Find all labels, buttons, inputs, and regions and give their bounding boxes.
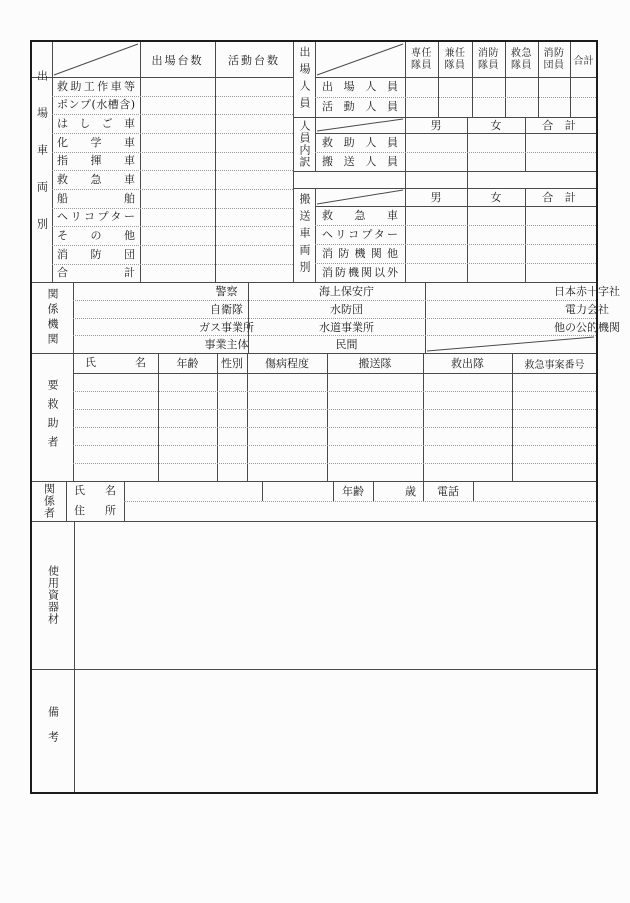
agency-red-cross: 日本赤十字社 xyxy=(554,285,620,298)
section-label-related-agencies: 関係機関 xyxy=(46,287,59,348)
section-label-contact-person: 関係者 xyxy=(42,483,56,519)
column-header-active-count: 活動台数 xyxy=(228,53,280,67)
section-label-personnel-breakdown: 人員内訳 xyxy=(298,120,311,168)
agency-water-company: 水道事業所 xyxy=(319,320,374,334)
column-header-total: 合 計 xyxy=(542,191,580,204)
column-header-sex: 性別 xyxy=(221,357,243,370)
column-header-age: 年齢 xyxy=(176,357,199,370)
column-header-dispatched-count: 出場台数 xyxy=(151,53,204,67)
row-label-transported-persons: 搬 送 人 員 xyxy=(322,155,398,168)
field-breakdown-counts[interactable] xyxy=(405,133,596,171)
row-label-non-fire-agency: 消防機関以外 xyxy=(322,266,398,279)
field-transport-counts[interactable] xyxy=(405,206,596,282)
field-rescuee-rows[interactable] xyxy=(73,373,596,481)
section-label-transport-vehicles: 搬送車両別 xyxy=(298,192,311,278)
column-header-male: 男 xyxy=(430,119,442,132)
agency-coast-guard: 海上保安庁 xyxy=(319,285,374,298)
field-contact-address[interactable] xyxy=(124,501,596,521)
agency-flood-corps: 水防団 xyxy=(330,303,363,316)
row-label-fire-agency-other: 消 防 機 関 他 xyxy=(322,247,398,260)
column-header-rescue-unit: 救出隊 xyxy=(451,357,484,370)
agency-private: 民間 xyxy=(335,338,358,351)
field-personnel-counts[interactable] xyxy=(405,77,596,117)
section-label-dispatched-vehicles: 出場車両別 xyxy=(35,69,49,255)
agency-self-defense-force: 自衛隊 xyxy=(210,303,243,316)
column-header-name: 氏 名 xyxy=(85,356,146,369)
row-label-rescue-work-vehicle: 救助工作車等 xyxy=(57,80,135,93)
field-spare-row[interactable] xyxy=(293,171,596,188)
section-label-equipment-used: 使用資器材 xyxy=(46,565,60,625)
agency-gas-company: ガス事業所 xyxy=(199,320,254,334)
column-header-ems-case-number: 救急事案番号 xyxy=(524,359,585,371)
row-label-chemical-truck: 化 学 車 xyxy=(57,136,135,149)
section-label-rescuees: 要救助者 xyxy=(46,379,59,455)
agency-business-owner: 事業主体 xyxy=(204,338,249,351)
column-header-fulltime-crew: 専任 隊員 xyxy=(411,48,432,71)
section-label-dispatched-personnel: 出場人員 xyxy=(298,45,311,114)
column-header-fire-crew: 消防 隊員 xyxy=(478,48,499,71)
column-header-male: 男 xyxy=(430,191,442,204)
row-label-rescued-persons: 救 助 人 員 xyxy=(322,136,398,149)
agency-electric-company: 電力会社 xyxy=(565,303,609,316)
row-label-active-personnel: 活 動 人 員 xyxy=(322,100,398,113)
row-label-helicopter: ヘリコプター xyxy=(322,228,398,241)
column-header-injury-severity: 傷病程度 xyxy=(265,357,309,370)
row-label-fire-corps: 消 防 団 xyxy=(57,248,135,261)
contact-address-label: 住 所 xyxy=(74,504,116,517)
field-contact-age[interactable] xyxy=(373,481,415,501)
agency-police: 警察 xyxy=(215,285,238,298)
contact-age-unit-label: 歳 xyxy=(405,485,416,498)
agency-other-public: 他の公的機関 xyxy=(554,320,620,334)
row-label-ambulance: 救 急 車 xyxy=(57,173,135,186)
row-label-pump: ポンプ(水槽含) xyxy=(57,98,135,111)
row-label-ladder-truck: は し ご 車 xyxy=(57,117,135,130)
row-label-total: 合 計 xyxy=(57,266,135,279)
field-contact-extra[interactable] xyxy=(262,481,333,501)
column-header-transport-unit: 搬送隊 xyxy=(358,357,392,370)
column-header-female: 女 xyxy=(490,119,502,132)
row-label-helicopter: ヘリコプター xyxy=(57,210,135,223)
field-contact-phone[interactable] xyxy=(473,481,596,501)
column-header-ambulance-crew: 救急 隊員 xyxy=(511,48,532,71)
row-label-command-car: 指 揮 車 xyxy=(57,154,135,167)
section-label-remarks: 備考 xyxy=(46,706,60,756)
column-header-parttime-crew: 兼任 隊員 xyxy=(444,48,466,71)
column-header-fire-corps-member: 消防 団員 xyxy=(543,48,565,71)
field-equipment-area[interactable] xyxy=(74,521,596,669)
contact-age-label: 年齢 xyxy=(342,485,364,498)
field-vehicle-counts[interactable] xyxy=(140,77,293,282)
contact-phone-label: 電話 xyxy=(437,485,459,498)
field-contact-name[interactable] xyxy=(124,481,262,501)
field-remarks-area[interactable] xyxy=(74,669,596,793)
row-label-dispatched-personnel: 出 場 人 員 xyxy=(322,80,398,93)
row-label-ambulance: 救 急 車 xyxy=(322,209,398,222)
column-header-total: 合 計 xyxy=(542,119,580,132)
column-header-female: 女 xyxy=(490,191,502,204)
row-label-boat: 船 舶 xyxy=(57,192,135,205)
contact-name-label: 氏 名 xyxy=(74,484,116,497)
row-label-other: そ の 他 xyxy=(57,229,135,242)
column-header-total: 合計 xyxy=(573,56,594,67)
